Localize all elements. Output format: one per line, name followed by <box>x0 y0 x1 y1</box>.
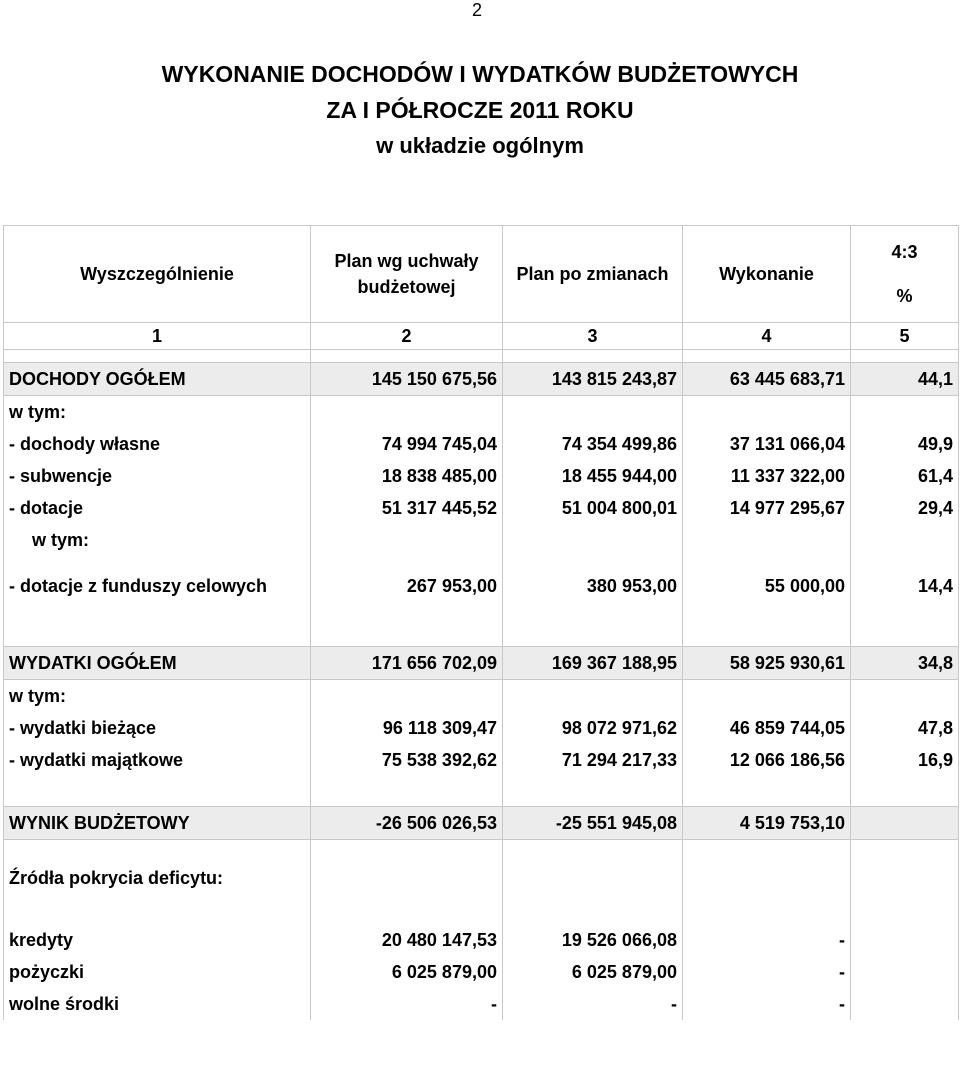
cell-value <box>851 956 959 988</box>
cell-value: 6 025 879,00 <box>503 956 683 988</box>
row-label: pożyczki <box>4 956 311 988</box>
table-row-dochody <box>4 363 959 396</box>
cell-value: 96 118 309,47 <box>311 712 503 744</box>
col-number: 4 <box>683 323 851 350</box>
table-row-wydatki <box>4 647 959 680</box>
cell-value: 171 656 702,09 <box>311 647 503 680</box>
table-row-wolne-srodki <box>4 988 959 1020</box>
row-label: kredyty <box>4 924 311 956</box>
title-line-3: w układzie ogólnym <box>376 133 584 158</box>
cell-value: 51 317 445,52 <box>311 492 503 524</box>
table-row-wydatki-biezace <box>4 712 959 744</box>
cell-value: 14,4 <box>851 556 959 616</box>
cell-value <box>851 988 959 1020</box>
row-label: - wydatki majątkowe <box>4 744 311 776</box>
cell-value: 49,9 <box>851 428 959 460</box>
cell-value <box>851 807 959 840</box>
page-number: 2 <box>472 0 483 20</box>
spacer-row <box>4 616 959 647</box>
row-label: - subwencje <box>4 460 311 492</box>
row-label: WYDATKI OGÓŁEM <box>4 647 311 680</box>
cell-value: 169 367 188,95 <box>503 647 683 680</box>
cell-value: 61,4 <box>851 460 959 492</box>
table-row-dotacje-fundusze <box>4 556 959 616</box>
row-label: w tym: <box>4 396 311 429</box>
table-row-wtym <box>4 680 959 713</box>
cell-value: 267 953,00 <box>311 556 503 616</box>
cell-value: 143 815 243,87 <box>503 363 683 396</box>
spacer-row <box>4 350 959 363</box>
cell-value: 380 953,00 <box>503 556 683 616</box>
cell-value: 4 519 753,10 <box>683 807 851 840</box>
report-title <box>0 56 960 164</box>
table-row-kredyty <box>4 924 959 956</box>
header-execution: Wykonanie <box>683 226 851 323</box>
cell-value: 14 977 295,67 <box>683 492 851 524</box>
row-label: - wydatki bieżące <box>4 712 311 744</box>
header-description: Wyszczególnienie <box>4 226 311 323</box>
table-row-pozyczki <box>4 956 959 988</box>
table-row-wtym <box>4 396 959 429</box>
cell-value: 37 131 066,04 <box>683 428 851 460</box>
budget-table <box>3 225 959 1020</box>
cell-value: 63 445 683,71 <box>683 363 851 396</box>
table-row-wydatki-majatkowe <box>4 744 959 776</box>
cell-value: 18 838 485,00 <box>311 460 503 492</box>
cell-value: 74 994 745,04 <box>311 428 503 460</box>
cell-value: - <box>503 988 683 1020</box>
row-label: DOCHODY OGÓŁEM <box>4 363 311 396</box>
cell-value: 74 354 499,86 <box>503 428 683 460</box>
title-line-1: WYKONANIE DOCHODÓW I WYDATKÓW BUDŻETOWYCH <box>161 61 799 87</box>
cell-value: -25 551 945,08 <box>503 807 683 840</box>
row-label: - dotacje z funduszy celowych <box>4 556 311 616</box>
table-row-dotacje-wtym <box>4 524 959 556</box>
cell-value: 51 004 800,01 <box>503 492 683 524</box>
cell-value: - <box>683 988 851 1020</box>
row-label: - dochody własne <box>4 428 311 460</box>
row-label: w tym: <box>4 524 311 556</box>
table-row-subwencje <box>4 460 959 492</box>
cell-value: 11 337 322,00 <box>683 460 851 492</box>
cell-value: - <box>683 956 851 988</box>
cell-value: 145 150 675,56 <box>311 363 503 396</box>
col-number: 3 <box>503 323 683 350</box>
spacer-row <box>4 894 959 924</box>
cell-value: 16,9 <box>851 744 959 776</box>
table-row-wynik <box>4 807 959 840</box>
spacer-row <box>4 776 959 807</box>
row-label: w tym: <box>4 680 311 713</box>
header-row <box>4 226 959 323</box>
column-number-row <box>4 323 959 350</box>
title-line-2: ZA I PÓŁROCZE 2011 ROKU <box>326 97 634 123</box>
col-number: 2 <box>311 323 503 350</box>
cell-value: 20 480 147,53 <box>311 924 503 956</box>
row-label: - dotacje <box>4 492 311 524</box>
cell-value: 75 538 392,62 <box>311 744 503 776</box>
cell-value: 55 000,00 <box>683 556 851 616</box>
row-label: Źródła pokrycia deficytu: <box>4 862 311 894</box>
cell-value: - <box>311 988 503 1020</box>
cell-value: 58 925 930,61 <box>683 647 851 680</box>
table-row-zrodla <box>4 862 959 894</box>
cell-value: -26 506 026,53 <box>311 807 503 840</box>
cell-value: 29,4 <box>851 492 959 524</box>
spacer-row <box>4 840 959 863</box>
header-ratio: 4:3 <box>891 242 918 262</box>
cell-value: 44,1 <box>851 363 959 396</box>
cell-value: - <box>683 924 851 956</box>
col-number: 1 <box>4 323 311 350</box>
cell-value: 46 859 744,05 <box>683 712 851 744</box>
cell-value: 98 072 971,62 <box>503 712 683 744</box>
cell-value: 71 294 217,33 <box>503 744 683 776</box>
table-row-dotacje <box>4 492 959 524</box>
cell-value: 34,8 <box>851 647 959 680</box>
header-percent <box>851 226 959 323</box>
header-plan-budget: Plan wg uchwały budżetowej <box>311 226 503 323</box>
cell-value: 47,8 <box>851 712 959 744</box>
header-percent-sign: % <box>896 286 913 306</box>
cell-value: 19 526 066,08 <box>503 924 683 956</box>
row-label: wolne środki <box>4 988 311 1020</box>
header-plan-changed: Plan po zmianach <box>503 226 683 323</box>
cell-value: 12 066 186,56 <box>683 744 851 776</box>
col-number: 5 <box>851 323 959 350</box>
cell-value: 18 455 944,00 <box>503 460 683 492</box>
row-label: WYNIK BUDŻETOWY <box>4 807 311 840</box>
table-row-dochody-wlasne <box>4 428 959 460</box>
cell-value: 6 025 879,00 <box>311 956 503 988</box>
cell-value <box>851 924 959 956</box>
